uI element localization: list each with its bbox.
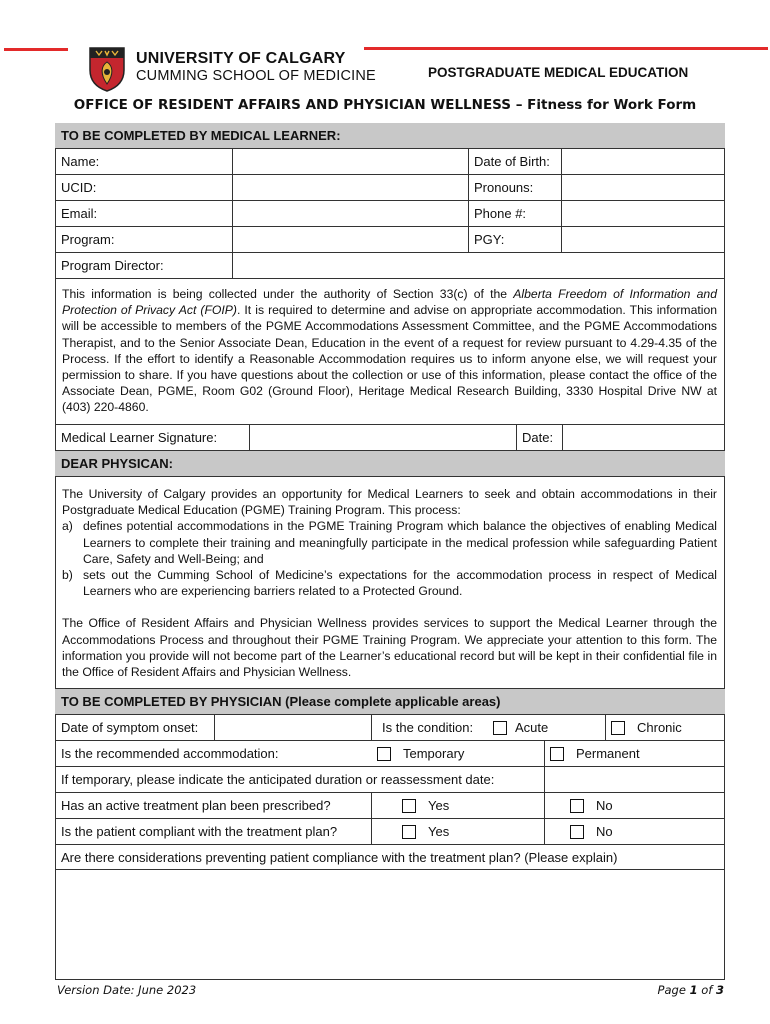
permanent-checkbox[interactable]	[550, 747, 564, 761]
permanent-option[interactable]	[550, 741, 640, 766]
temporary-option[interactable]	[377, 741, 464, 766]
header-rule-left	[4, 48, 68, 51]
row-considerations	[55, 845, 725, 870]
acute-option[interactable]	[493, 715, 548, 740]
treatment-label: Has an active treatment plan been prescribed?	[61, 798, 331, 813]
school-name: CUMMING SCHOOL OF MEDICINE	[136, 68, 376, 84]
letter-item-b: b) sets out the Cumming School of Medicine’s expectations for the accommodation process in respect of Medical Learners who are experiencing barriers related to a Protected Ground.	[62, 568, 717, 599]
foip-notice: This information is being collected under the authority of Section 33(c) of the Alberta Freedom of Information and Protection of Privacy Act (FOIP). It is required to determine and advise on appropriate accommodation. This information will be accessible to members of the PGME Accommodations Assessment Committee, and the PGME Accommodations Therapist, and to the Senior Associate Dean, Education in the event of a request for review pursuant to 4.29-4.35 of the Process. If the effort to identify a Reasonable Accommodation requires us to inform anyone else, we will request your permission to share. If you have questions about the collection or use of this information, please contact the office of the Associate Dean, PGME, Room G02 (Ground Floor), Heritage Medical Research Building, 3330 Hospital Drive NW at (403) 220-4860.	[62, 287, 717, 415]
signature-field[interactable]	[250, 425, 516, 450]
pgy-label: PGY:	[474, 232, 505, 247]
program-label: Program:	[61, 232, 115, 247]
name-field[interactable]	[233, 149, 468, 174]
compliant-no-option[interactable]	[570, 819, 613, 844]
row-accommodation-type	[55, 741, 725, 767]
header-rule-right	[364, 47, 768, 50]
compliant-yes-checkbox[interactable]	[402, 825, 416, 839]
treatment-no-option[interactable]	[570, 793, 613, 818]
row-program-director	[55, 253, 725, 279]
onset-label: Date of symptom onset:	[61, 720, 199, 735]
considerations-label: Are there considerations preventing patient compliance with the treatment plan? (Please explain)	[61, 849, 618, 865]
treatment-yes-option[interactable]	[402, 793, 449, 818]
physician-letter-title: DEAR PHYSICAN:	[61, 456, 173, 471]
chronic-option[interactable]	[611, 715, 682, 740]
program-field[interactable]	[233, 227, 468, 252]
treatment-yes-checkbox[interactable]	[402, 799, 416, 813]
letter-closing: The Office of Resident Affairs and Physician Wellness provides services to support the Medical Learner through the Accommodations Process and throughout their PGME Training Program. We appreciate your attention to this form. The information you provide will not become part of the Learner’s educational record but will be kept in their confidential file in the Office of Resident Affairs and Physician Wellness.	[62, 616, 717, 680]
program-director-field[interactable]	[233, 253, 725, 278]
row-ucid	[55, 175, 725, 201]
letter-item-a: a) defines potential accommodations in the PGME Training Program which balance the objectives of enabling Medical Learners to complete their training and meaningfully participate in the medical profession while safeguarding Patient Care, Safety and Well-Being; and	[62, 519, 717, 566]
compliant-label: Is the patient compliant with the treatment plan?	[61, 824, 338, 839]
email-label: Email:	[61, 206, 98, 221]
pronouns-field[interactable]	[562, 175, 725, 200]
learner-section-header	[55, 123, 725, 149]
duration-label: If temporary, please indicate the anticipated duration or reassessment date:	[61, 772, 495, 787]
name-label: Name:	[61, 154, 100, 169]
row-email	[55, 201, 725, 227]
row-program	[55, 227, 725, 253]
permanent-label: Permanent	[576, 746, 640, 761]
signature-label: Medical Learner Signature:	[61, 430, 218, 445]
chronic-checkbox[interactable]	[611, 721, 625, 735]
university-name: UNIVERSITY OF CALGARY	[136, 50, 346, 67]
treatment-no-label: No	[596, 798, 613, 813]
row-signature	[55, 425, 725, 451]
dob-label: Date of Birth:	[474, 154, 550, 169]
phone-label: Phone #:	[474, 206, 527, 221]
pronouns-label: Pronouns:	[474, 180, 534, 195]
duration-field[interactable]	[545, 767, 725, 792]
temporary-checkbox[interactable]	[377, 747, 391, 761]
accommodation-label: Is the recommended accommodation:	[61, 746, 279, 761]
physician-letter-header	[55, 451, 725, 477]
physician-letter-body	[62, 486, 717, 680]
compliant-yes-label: Yes	[428, 824, 450, 839]
row-treatment-plan	[55, 793, 725, 819]
signature-date-field[interactable]	[563, 425, 725, 450]
learner-section-title: TO BE COMPLETED BY MEDICAL LEARNER:	[61, 128, 341, 143]
considerations-field[interactable]	[56, 871, 724, 979]
compliant-yes-option[interactable]	[402, 819, 449, 844]
chronic-label: Chronic	[637, 720, 682, 735]
ucid-label: UCID:	[61, 180, 97, 195]
row-duration	[55, 767, 725, 793]
physician-section-header	[55, 689, 725, 715]
condition-label: Is the condition:	[382, 720, 474, 735]
acute-checkbox[interactable]	[493, 721, 507, 735]
dob-field[interactable]	[562, 149, 725, 174]
row-symptom-onset	[55, 715, 725, 741]
compliant-no-checkbox[interactable]	[570, 825, 584, 839]
treatment-no-checkbox[interactable]	[570, 799, 584, 813]
pgy-field[interactable]	[562, 227, 725, 252]
page-number: Page 1 of 3	[657, 983, 724, 997]
form-title: OFFICE OF RESIDENT AFFAIRS AND PHYSICIAN WELLNESS – Fitness for Work Form	[73, 97, 697, 113]
version-date: Version Date: June 2023	[57, 983, 197, 997]
letter-intro: The University of Calgary provides an opportunity for Medical Learners to seek and obtain accommodations in their Postgraduate Medical Education (PGME) Training Program. This process:	[62, 487, 717, 518]
temporary-label: Temporary	[403, 746, 465, 761]
signature-date-label: Date:	[522, 430, 554, 445]
acute-label: Acute	[515, 720, 549, 735]
ucid-field[interactable]	[233, 175, 468, 200]
email-field[interactable]	[233, 201, 468, 226]
department-name: POSTGRADUATE MEDICAL EDUCATION	[428, 65, 689, 80]
physician-section-title: TO BE COMPLETED BY PHYSICIAN (Please complete applicable areas)	[61, 694, 501, 709]
phone-field[interactable]	[562, 201, 725, 226]
program-director-label: Program Director:	[61, 258, 164, 273]
university-crest-logo	[88, 46, 126, 92]
row-compliance	[55, 819, 725, 845]
treatment-yes-label: Yes	[428, 798, 450, 813]
row-name	[55, 149, 725, 175]
compliant-no-label: No	[596, 824, 613, 839]
